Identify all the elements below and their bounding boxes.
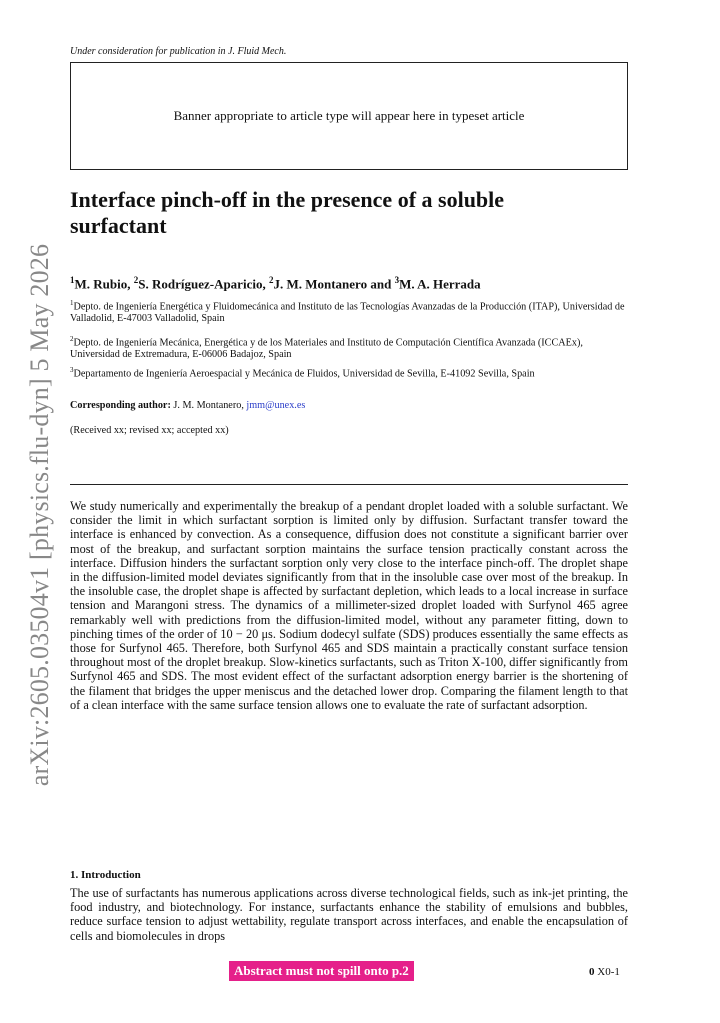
corresponding-name: J. M. Montanero, — [170, 400, 247, 411]
arxiv-stamp — [20, 200, 60, 830]
section-heading: 1. Introduction — [70, 869, 141, 881]
author-name: J. M. Montanero and — [273, 276, 395, 292]
author-list — [70, 275, 481, 292]
paper-title: Interface pinch-off in the presence of a soluble surfactant — [70, 187, 505, 238]
affiliation-sup: 1 — [70, 299, 74, 307]
author-sup: 2 — [133, 275, 139, 285]
author-sup: 3 — [394, 275, 400, 285]
affiliation-text: Depto. de Ingeniería Mecánica, Energética y de los Materiales and Instituto de Computación Científica Avanzada (ICCAEx), Universidad de Extremadura, E-06006 Badajoz, Spain — [70, 337, 583, 361]
arxiv-id: arXiv:2605.03504v1 [physics.flu-dyn] 5 May 2026 — [25, 243, 54, 787]
author-name: S. Rodríguez-Aparicio, — [138, 276, 269, 292]
affiliation-text: Depto. de Ingeniería Energética y Fluidomecánica and Instituto de las Tecnologías Avanzadas de la Producción (ITAP), Universidad de Valladolid, E-47003 Valladolid, Spain — [70, 301, 625, 325]
received-dates: (Received xx; revised xx; accepted xx) — [70, 425, 229, 436]
page-code: X0-1 — [594, 966, 620, 978]
corresponding-label: Corresponding author: — [70, 400, 171, 411]
affiliation-text: Departamento de Ingeniería Aeroespacial y Mecánica de Fluidos, Universidad de Sevilla, E-41092 Sevilla, Spain — [73, 368, 535, 380]
banner-text: Banner appropriate to article type will appear here in typeset article — [173, 108, 525, 123]
affiliation-sup: 3 — [70, 366, 74, 374]
abstract-text: We study numerically and experimentally the breakup of a pendant droplet loaded with a soluble surfactant. We consider the limit in which surfactant sorption is limited only by diffusion. Surfactant transfer toward the interface is enhanced by convection. As a consequence, diffusion does not constitute a significant barrier over most of the breakup, and surfactant sorption maintains the surface tension practically constant across the interface. Diffusion hinders the surfactant sorption only very close to the interface pinch-off. The droplet shape in the diffusion-limited model deviates significantly from that in the insoluble case over most of the breakup. In the insoluble case, the droplet shape is affected by surfactant depletion, which leads to a local increase in surface tension and Marangoni stress. The dynamics of a millimeter-sized droplet loaded with Surfynol 465 agree remarkably well with predictions from the diffusion-limited model, without any parameter fitting, down to pinching times of the order of 10 − 20 μs. Sodium dodecyl sulfate (SDS) produces essentially the same effects as those for Surfynol 465. Therefore, both Surfynol 465 and SDS maintain a practically constant surface tension throughout most of the droplet breakup. Slow-kinetics surfactants, such as Triton X-100, differ significantly from Surfynol 465 and SDS. The most evident effect of the surfactant adsorption energy barrier is the shortening of the filament that bridges the upper meniscus and the detached lower drop. Comparing the filament length to that of a clean interface with the same surface tension allows one to evaluate the rate of surfactant adsorption. — [70, 499, 628, 712]
page-number-bold: 0 — [589, 966, 595, 978]
affiliation-sup: 2 — [70, 335, 74, 343]
introduction-text: The use of surfactants has numerous applications across diverse technological fields, such as ink-jet printing, the food industry, and biotechnology. For instance, surfactants enhance the stability of emulsions and bubbles, reduce surface tension to adjust wettability, regulate transport across interfaces, and enable the encapsulation of cells and biomolecules in drops — [70, 886, 628, 943]
corresponding-author — [70, 400, 630, 412]
abstract-divider — [70, 484, 628, 485]
corresponding-email-link[interactable]: jmm@unex.es — [246, 400, 306, 411]
author-sup: 1 — [70, 275, 75, 285]
affiliation-3 — [70, 364, 630, 380]
page-number — [589, 966, 620, 978]
author-name: M. Rubio, — [74, 276, 134, 292]
abstract-length-warning: Abstract must not spill onto p.2 — [229, 961, 414, 981]
affiliation-1 — [70, 297, 630, 325]
journal-line: Under consideration for publication in J. Fluid Mech. — [70, 46, 287, 57]
author-name: M. A. Herrada — [399, 276, 481, 292]
affiliation-2 — [70, 333, 630, 361]
author-sup: 2 — [268, 275, 274, 285]
article-banner — [70, 62, 628, 170]
